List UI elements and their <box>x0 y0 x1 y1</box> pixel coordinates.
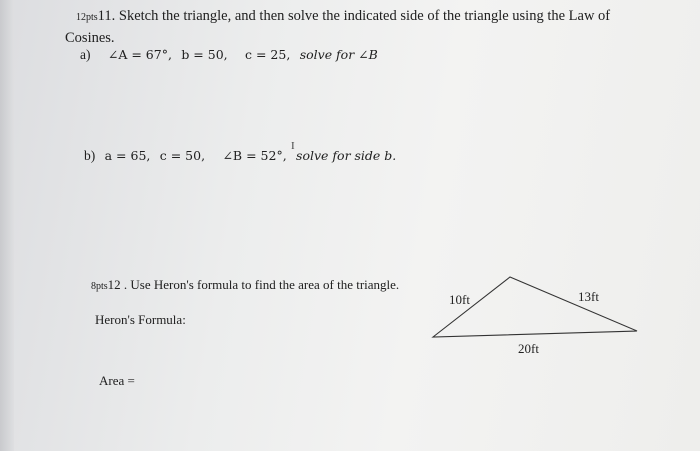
part-a-label: a) <box>80 47 91 62</box>
text-cursor-icon: I <box>291 140 295 152</box>
triangle-side-left-label: 10ft <box>449 292 470 307</box>
part-b-instruction: solve for side b. <box>296 148 397 163</box>
question-11-text: Sketch the triangle, and then solve the indicated side of the triangle using the Law of <box>118 8 611 24</box>
triangle-side-right-label: 13ft <box>578 289 599 304</box>
question-12-points: 8pts <box>91 281 108 292</box>
question-12-text: Use Heron's formula to find the area of the triangle. <box>130 277 400 292</box>
area-label: Area = <box>99 373 135 388</box>
question-11-text-continued: Cosines. <box>65 30 115 46</box>
part-a-angle-a: ∠A = 67°, <box>107 47 172 62</box>
question-12-number: 12 . <box>107 277 128 292</box>
part-b-side-a: a = 65, <box>104 148 151 163</box>
question-11-number: 11. <box>97 8 116 24</box>
question-11-points: 12pts <box>76 12 98 23</box>
part-b-angle-b: ∠B = 52°, <box>222 148 287 163</box>
triangle-side-bottom-label: 20ft <box>518 341 539 356</box>
part-a-side-c: c = 25, <box>245 47 291 62</box>
triangle-shape <box>433 277 637 337</box>
part-a-instruction: solve for ∠B <box>299 47 378 62</box>
herons-formula-label: Heron's Formula: <box>95 312 186 327</box>
part-b-side-c: c = 50, <box>159 148 206 163</box>
part-a-side-b: b = 50, <box>181 47 228 62</box>
part-b-label: b) <box>84 148 96 163</box>
